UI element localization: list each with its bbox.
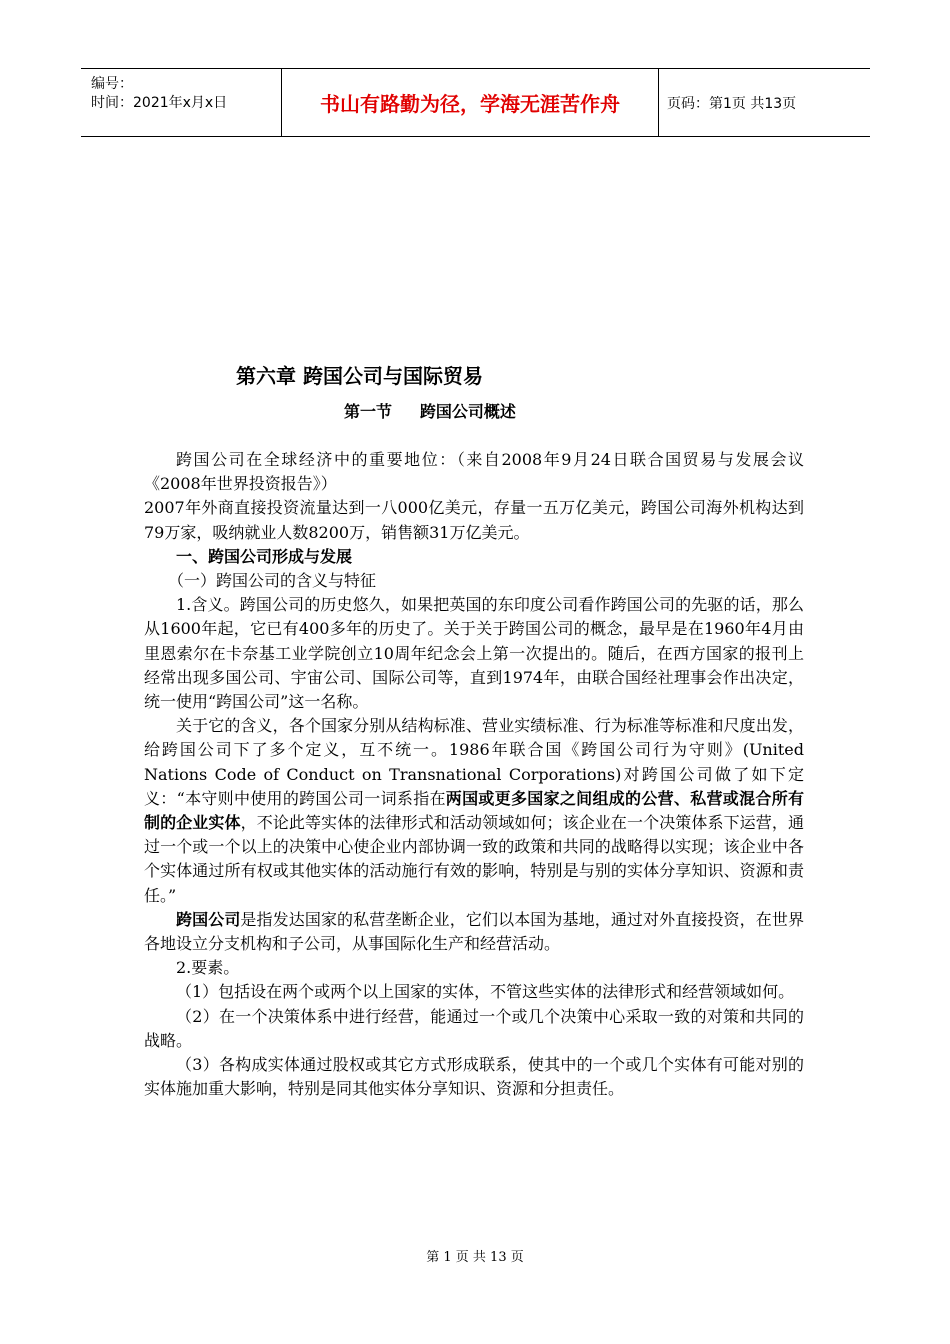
subheading-definition: （一）跨国公司的含义与特征 <box>168 571 377 591</box>
number-label: 编号： <box>91 76 133 92</box>
section-title: 第一节 跨国公司概述 <box>344 402 516 421</box>
element-2: （2）在一个决策体系中进行经营，能通过一个或几个决策中心采取一致的对策和共同的战略。 <box>144 1006 804 1050</box>
document-body <box>144 448 804 1101</box>
un-definition-bold: 两国或更多国家之间组成的公营、私营或混合所有制的企业实体 <box>144 788 804 833</box>
chapter-title: 第六章 跨国公司与国际贸易 <box>236 364 483 388</box>
page-footer: 第 1 页 共 13 页 <box>426 1250 524 1265</box>
element-3: （3）各构成实体通过股权或其它方式形成联系，使其中的一个或几个实体有可能对别的实体施加重大影响，特别是同其他实体分享知识、资源和分担责任。 <box>144 1055 804 1099</box>
time-label: 时间：2021年x月x日 <box>91 95 228 111</box>
paragraph-tnc-meaning <box>144 908 804 956</box>
heading-formation: 一、跨国公司形成与发展 <box>176 546 353 566</box>
paragraph-history: 1.含义。跨国公司的历史悠久，如果把英国的东印度公司看作跨国公司的先驱的话，那么从1600年起，它已有400多年的历史了。关于关于跨国公司的概念，最早是在1960年4月由里恩索尔在卡奈基工业学院创立10周年纪念会上第一次提出的。随后，在西方国家的报刊上经常出现多国公司、宇宙公司、国际公司等，直到1974年，由联合国经社理事会作出决定，统一使用“跨国公司”这一名称。 <box>144 595 804 712</box>
un-definition-text-b: ，不论此等实体的法律形式和活动领域如何；该企业在一个决策体系下运营，通过一个或一个以上的决策中心使企业内部协调一致的政策和共同的战略得以实现；该企业中各个实体通过所有权或其他实体的活动施行有效的影响，特别是与别的实体分享知识、资源和责任。” <box>144 813 804 905</box>
paragraph-stats: 2007年外商直接投资流量达到一八000亿美元，存量一五万亿美元，跨国公司海外机构达到79万家，吸纳就业人数8200万，销售额31万亿美元。 <box>144 498 804 542</box>
paragraph-un-definition <box>144 714 804 908</box>
document-header <box>81 68 870 137</box>
page-info: 页码：第1页 共13页 <box>667 95 797 112</box>
tnc-meaning-text: 是指发达国家的私营垄断企业，它们以本国为基地，通过对外直接投资，在世界各地设立分支机构和子公司，从事国际化生产和经营活动。 <box>144 909 804 954</box>
paragraph-elements-heading: 2.要素。 <box>176 958 240 978</box>
header-motto-cell <box>281 69 659 136</box>
header-meta <box>81 69 281 136</box>
tnc-term-bold: 跨国公司 <box>176 909 241 929</box>
motto-text: 书山有路勤为径，学海无涯苦作舟 <box>320 92 620 116</box>
un-definition-text-a: 关于它的含义，各个国家分别从结构标准、营业实绩标准、行为标准等标准和尺度出发，给跨国公司下了多个定义，互不统一。1986年联合国《跨国公司行为守则》(United Nations Code of Conduct on Transnational Corporations)对跨国公司做了如下定义：“本守则中使用的跨国公司一词系指在 <box>144 716 804 808</box>
element-1: （1）包括设在两个或两个以上国家的实体，不管这些实体的法律形式和经营领域如何。 <box>176 982 795 1002</box>
paragraph-intro: 跨国公司在全球经济中的重要地位：（来自2008年9月24日联合国贸易与发展会议《2008年世界投资报告》） <box>144 450 804 494</box>
